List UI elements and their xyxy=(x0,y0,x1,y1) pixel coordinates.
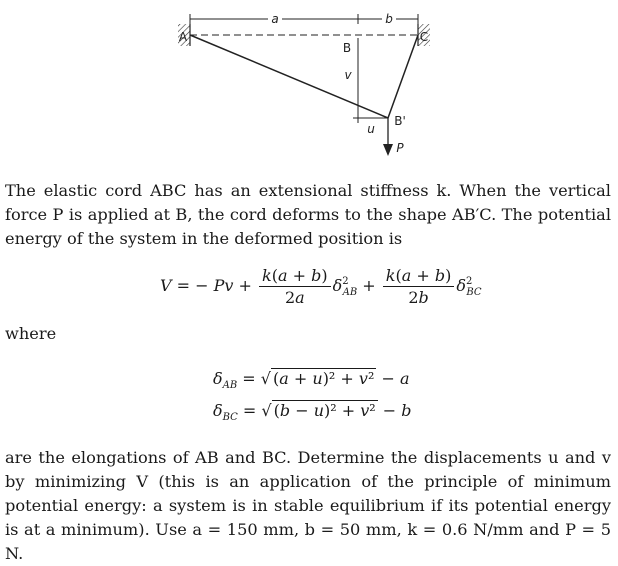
problem-intro-paragraph: The elastic cord ABC has an extensional stiffness k. When the vertical force P is applied at B, the cord deforms to the shape AB′C. The potential energy of the system in the deformed position is xyxy=(5,181,611,248)
displacement-v-label: v xyxy=(344,68,352,82)
point-C-label: C xyxy=(419,30,429,44)
force-P-label: P xyxy=(396,141,404,155)
equation-delta-BC: $\delta_{BC}$ = √ (b − u)² + v² − b xyxy=(213,401,412,423)
dimension-a-label: a xyxy=(271,12,279,26)
force-P-arrowhead xyxy=(383,144,393,156)
cord-figure xyxy=(0,0,618,168)
deformed-segment-BC xyxy=(388,35,418,118)
point-B-label: B xyxy=(342,41,352,55)
equation-delta-AB: $\delta_{AB}$ = √ (a + u)² + v² − a xyxy=(213,369,410,391)
point-A-label: A xyxy=(178,30,188,44)
problem-task-paragraph: are the elongations of AB and BC. Determine the displacements u and v by minimizing V (this is an application of the principle of minimum potential energy: a system is in stable equilibrium if its potential energy is at a minimum). Use a = 150 mm, b = 50 mm, k = 0.6 N/mm and P = 5 N. xyxy=(5,448,611,563)
point-Bprime-label: B' xyxy=(394,114,406,128)
where-text: where xyxy=(5,324,57,343)
equation-potential-energy: V = − Pv + $\frac{k(a + b)}{2a}$ $\delta^2_{AB}$ + $\frac{k(a + b)}{2b}$ $\delta^2_{BC}$ xyxy=(160,266,482,307)
dimension-b-label: b xyxy=(385,12,393,26)
displacement-u-label: u xyxy=(367,122,375,136)
